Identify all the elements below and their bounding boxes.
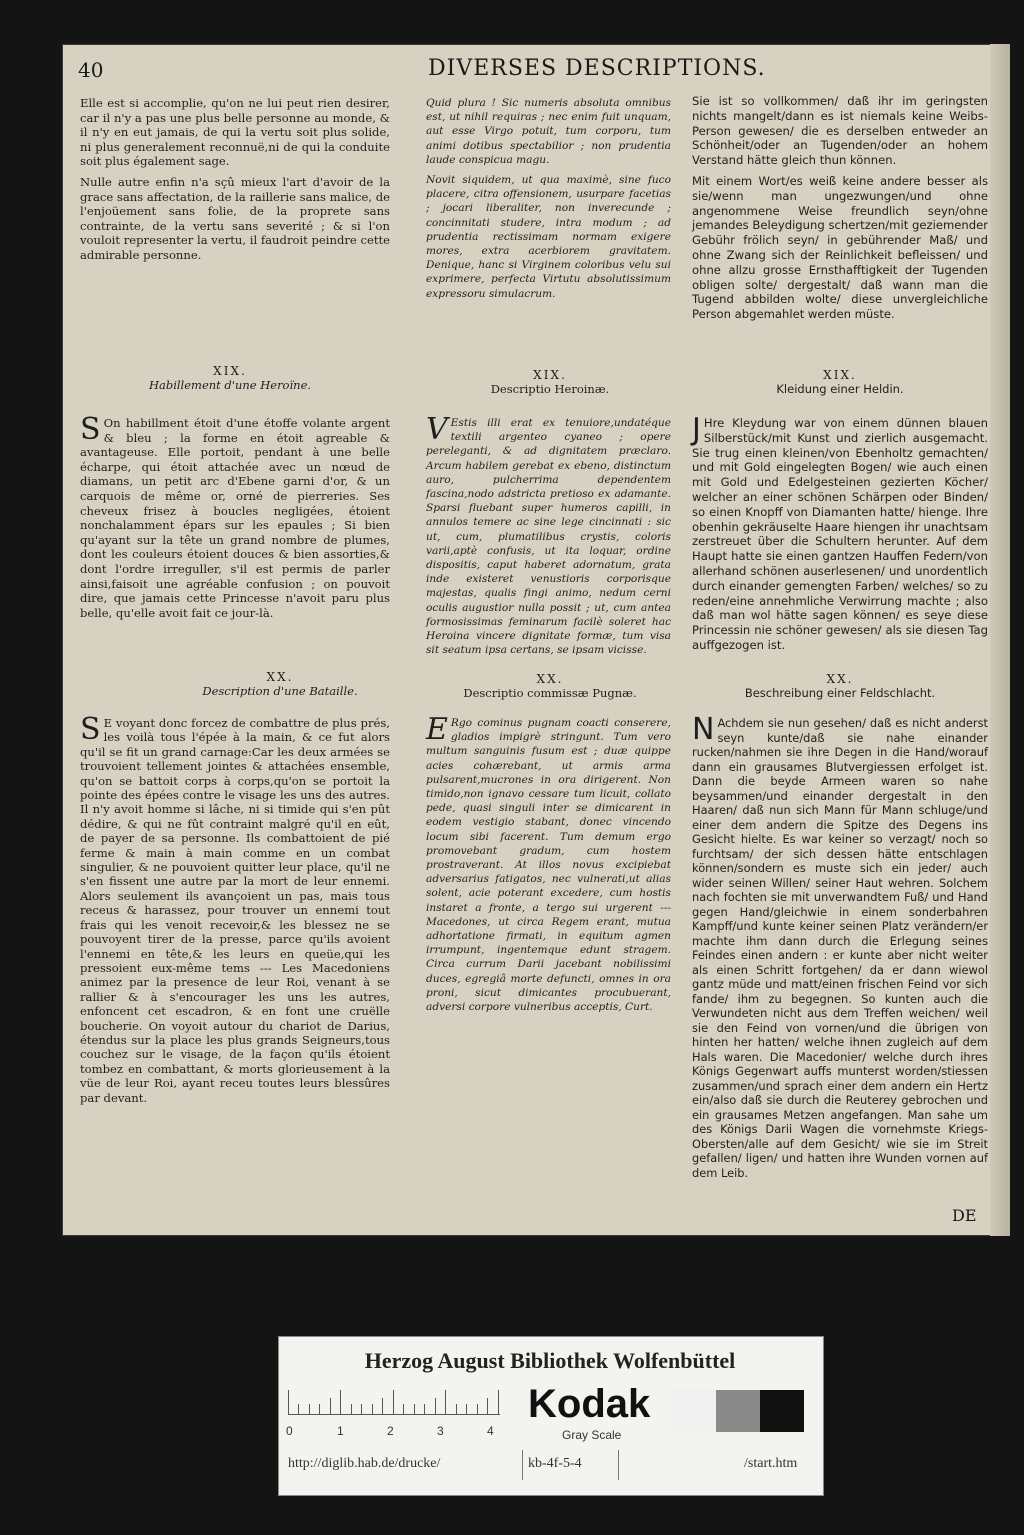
- gray-swatch: [672, 1390, 716, 1432]
- paragraph: Sie ist so vollkommen/ daß ihr im geringsten nichts mangelt/dann es ist niemals keine Weibs-Person gewesen/ die es derselben entweder an Schönheit/oder an Tugenden/oder an hohem Verstand hätte gleich thun können.: [692, 94, 988, 168]
- drop-cap: E: [426, 712, 448, 747]
- catchword: DE: [952, 1206, 977, 1225]
- running-header: DIVERSES DESCRIPTIONS.: [428, 56, 766, 81]
- section-20-de-heading: XX. Beschreibung einer Feldschlacht.: [744, 672, 936, 700]
- section-19-fr-heading: XIX. Habillement d'une Heroïne.: [148, 364, 312, 392]
- paragraph: Novit siquidem, ut qua maximè, sine fuco placere, citra offensionem, usurpare facetias ; jocari liberaliter, non inverecunde ; concinnitati studere, intra modum ; ad prudentia rectissimam normam exigere mores, extra acerbiorem gravitatem. Denique, hanc si Virginem coloribus velu sui exprimere, perfecta Virtutu absolutissimum expressoru simulacrum.: [426, 174, 671, 300]
- section-20-la-text: E Rgo cominus pugnam coacti conserere, gladios impigrè stringunt. Tum vero multum sanguinis fusum est ; duæ quippe acies cohærebant, ut armis arma pulsarent,mucrones in ora dirigerent. Non timido,non ignavo cessare tum licuit, collato pede, quasi singuli inter se dimicarent in eodem vestigio stabant, donec vincendo locum sibi facerent. Tum demum ergo promovebant gradum, cum hostem prostraverant. At illos novus excipiebat adversarius fatigatos, nec vulnerati,ut alias solent, acie poterant excedere, cum hostis instaret a fronte, a tergo sui urgerent --- Macedones, ut circa Regem erant, mutua adhortatione firmati, in equitum agmen irrumpunt, ingentemque edunt stragem. Circa currum Darii jacebant nobilissimi duces, egregiâ morte defuncti, omnes in ora proni, sicut dimicantes procubuerant, adversi corpore vulneribus acceptis, Curt.: [426, 712, 671, 1014]
- section-20-fr-heading: XX. Description d'une Bataille.: [202, 670, 358, 698]
- gray-scale-label: Gray Scale: [562, 1428, 622, 1442]
- library-name: Herzog August Bibliothek Wolfenbüttel: [364, 1348, 736, 1373]
- gray-swatch: [760, 1390, 804, 1432]
- drop-cap: S: [80, 412, 101, 447]
- french-intro: [80, 96, 390, 269]
- section-19-de-text: J Hre Kleydung war von einem dünnen blauen Silberstück/mit Kunst und zierlich ausgemacht. Sie trug einen kleinen/von Ebenholtz gemachten/ und mit Gold eingelegten Bogen/ wie auch einen mit Gold und Edelgesteinen gezierten Köcher/ welcher an einer schönen Schärpen oder Binden/ so einen Knopff von Diamanten hatte/ hienge. Ihre obenhin gekräuselte Haare hiengen ihr unachtsam zerstreuet über die Schultern herunter. Auf dem Haupt hatte sie einen gantzen Hauffen Federn/von allerhand schönen auserlesenen/ und unordentlich durch einander gemengten Farben/ welches/ so zu reden/eine annehmliche Verwirrung machte ; also daß man wol hätte sagen können/ es seye diese Princessin nie schöner gewesen/ als sie diesen Tag auffgezogen ist.: [692, 412, 988, 652]
- ruler-label: 4: [487, 1424, 494, 1438]
- section-19-la-heading: XIX. Descriptio Heroinæ.: [490, 368, 610, 396]
- section-20-fr-text: S E voyant donc forcez de combattre de plus prés, les voilà tous l'épée à la main, & ce fut alors qu'il se fit un grand carnage:Car les deux armées se trouvoient tellement jointes & attachées ensemble, qu'on se battoit corps à corps,qu'on se portoit la pointe des épées contre le visage les uns des autres. Il n'y avoit homme si lâche, ni si timide qui s'en pût dédire, & qui ne fût contraint malgré qu'il en eût, de payer de sa personne. Ils combattoient de pié ferme & main à main comme en un combat singulier, & ne pouvoient quitter leur place, qu'il ne s'en fissent une autre par la mort de leur ennemi. Alors seulement ils avançoient un pas, mais tous receus & harassez, pour trouver un ennemi tout frais qui les venoit recevoir,& les blessez ne se pouvoyent tirer de la presse, parce qu'ils avoient l'ennemi en tête,& les leurs en queüe,qui les pressoient eux-même tems --- Les Macedoniens animez par la presence de leur Roi, venant à se rallier & à s'encourager les uns les autres, enfoncent cet escadron, & en font une cruëlle boucherie. On voyoit autour du chariot de Darius, étendus sur la place les plus grands Seigneurs,tous couchez sur le visage, de la façon qu'ils étoient tombez en combattant, & morts glorieusement à la vüe de leur Roi, ayant receu toutes leurs blessûres par devant.: [80, 712, 390, 1105]
- scale-ruler: [288, 1390, 500, 1415]
- url-left: http://diglib.hab.de/drucke/: [288, 1456, 441, 1471]
- section-20-la-heading: XX. Descriptio commissæ Pugnæ.: [463, 672, 637, 700]
- ruler-label: 1: [337, 1424, 344, 1438]
- drop-cap: V: [426, 412, 448, 447]
- kodak-logo: Kodak: [528, 1382, 651, 1426]
- section-20-de-text: N Achdem sie nun gesehen/ daß es nicht anderst seyn kunte/daß sie nahe einander rucken/nahmen sie ihre Degen in die Hand/worauf dann ein grausames Blutvergiessen erfolget ist. Dann die beyde Armeen waren so nahe beysammen/und einander dergestalt in den Haaren/ daß nun sich Mann für Mann schluge/und einer dem andern die Spitze des Degens ins Gesicht hielte. Es war keiner so verzagt/ noch so furchtsam/ der sich dessen hätte entschlagen können/sondern es muste sich ein jeder/ auch wider seinen Willen/ seiner Haut wehren. Solchem nach fochten sie mit unverwandtem Fuß/ und Hand gegen Hand/gleichwie in einem sonderbahren Kampff/und kunte keiner seinen Platz verändern/er machte ihm dann durch die Erlegung seines Feindes einen andern : er kunte aber nicht weiter als einen Schritt fortgehen/ da er dann wiewol gantz müde und matt/einen frischen Feind vor sich fande/ ihm zu begegnen. So kunten auch die Verwundeten nicht aus dem Treffen weichen/ weil sie den Feind von vornen/und die übrigen von hinten her hatten/ welche ihnen zugleich auf dem Hals waren. Die Macedonier/ welche durch ihres Königs Gegenwart auffs munterst worden/stiessen zusammen/und sprach einer dem andern ein Hertz ein/also daß sie durch die Reuterey gebrochen und ein grausames Metzen angefangen. Man sahe um des Königs Darii Wagen die vornehmste Kriegs-Obersten/alle auf dem Gesicht/ wie sie im Streit gefallen/ ligen/ und hatten ihre Wunden vornen auf dem Leib.: [692, 712, 988, 1180]
- section-19-de-heading: XIX. Kleidung einer Heldin.: [776, 368, 904, 396]
- german-intro: [692, 94, 988, 328]
- page-number: 40: [78, 58, 104, 82]
- ruler-label: 0: [286, 1424, 293, 1438]
- url-id: kb-4f-5-4: [528, 1456, 582, 1471]
- section-19-fr-text: S On habillment étoit d'une étoffe volante argent & bleu ; la forme en étoit agreable & avantageuse. Elle portoit, pendant à une belle écharpe, qui étoit attachée avec un nœud de diamans, un petit arc d'Ebene garni d'or, & un carquois de même or, orné de pierreries. Ses cheveux frisez à boucles negligées, étoient nonchalamment épars sur les epaules ; Si bien qu'ayant sur la tête un grand nombre de plumes, dont les couleurs étoient douces & bien assorties,& dont l'ordre irreguller, s'il est permis de parler ainsi,faisoit une agréable confusion ; on pouvoit dire, que jamais cette Princesse n'avoit paru plus belle, qu'elle avoit fait ce jour-là.: [80, 412, 390, 620]
- drop-cap: N: [692, 712, 715, 747]
- drop-cap: S: [80, 712, 101, 747]
- paragraph: Nulle autre enfin n'a sçû mieux l'art d'avoir de la grace sans affectation, de la raillerie sans malice, de l'enjoüement sans folie, de la proprete sans contrainte, de la vertu sans severité ; & si l'on vouloit representer la vertu, il faudroit peindre cette admirable personne.: [80, 174, 391, 262]
- paragraph: Quid plura ! Sic numeris absoluta omnibus est, ut nihil requiras ; nec enim fuit unquam, aut esse Virgo potuit, tum corporu, tum animi dotibus spectabilior ; non prudentia laude conspicua magu.: [426, 97, 671, 166]
- gray-swatch: [716, 1390, 760, 1432]
- ruler-label: 2: [387, 1424, 394, 1438]
- paragraph: Elle est si accomplie, qu'on ne lui peut rien desirer, car il n'y a pas une plus belle personne au monde, & il n'y en eut jamais, de qui la vertu soit plus solide, ni plus generalement reconnuë,ni de qui la conduite soit plus également sage.: [80, 96, 390, 169]
- section-19-la-text: V Estis illi erat ex tenuiore,undatéque textili argenteo cyaneo ; opere pereleganti, & ad dignitatem præclaro. Arcum habilem gerebat ex ebeno, distinctum auro, pulcherrima dependentem fascina,nodo adstricta pretioso ex adamante. Sparsi fluebant super humeros capilli, in annulos temere ac sine lege cincinnati : sic ut, cum, plumatilibus crystis, coloris varii,aptè confusis, ut ita loquar, ordine dispositis, caput haberet adornatum, grata inde existeret venustioris corporisque majestas, qualis fingi animo, nedum cerni oculis augustior nulla possit ; ut, cum antea formosissimas feminarum facilè soleret hac Heroina vincere dignitate formæ, tum visa sit seatum ipsa certans, se ipsam vicisse.: [426, 412, 671, 657]
- url-right: /start.htm: [744, 1456, 798, 1471]
- ruler-label: 3: [437, 1424, 444, 1438]
- latin-intro: [426, 96, 671, 307]
- paragraph: Mit einem Wort/es weiß keine andere besser als sie/wenn man ungezwungen/und ohne angenommene Weise freundlich seyn/ohne jemandes Beleydigung schertzen/mit geziemender Gebühr frölich seyn/ in gebührender Maß/ und ohne Zwang sich der Reinlichkeit befleissen/ und ohne allzu grosse Ernsthafftigkeit der Tugenden obligen solte/ dergestalt/ daß wann man die Tugend abbilden wolte/ diese unvergleichliche Person abgemahlet werden müste.: [692, 173, 988, 322]
- drop-cap: J: [692, 412, 701, 447]
